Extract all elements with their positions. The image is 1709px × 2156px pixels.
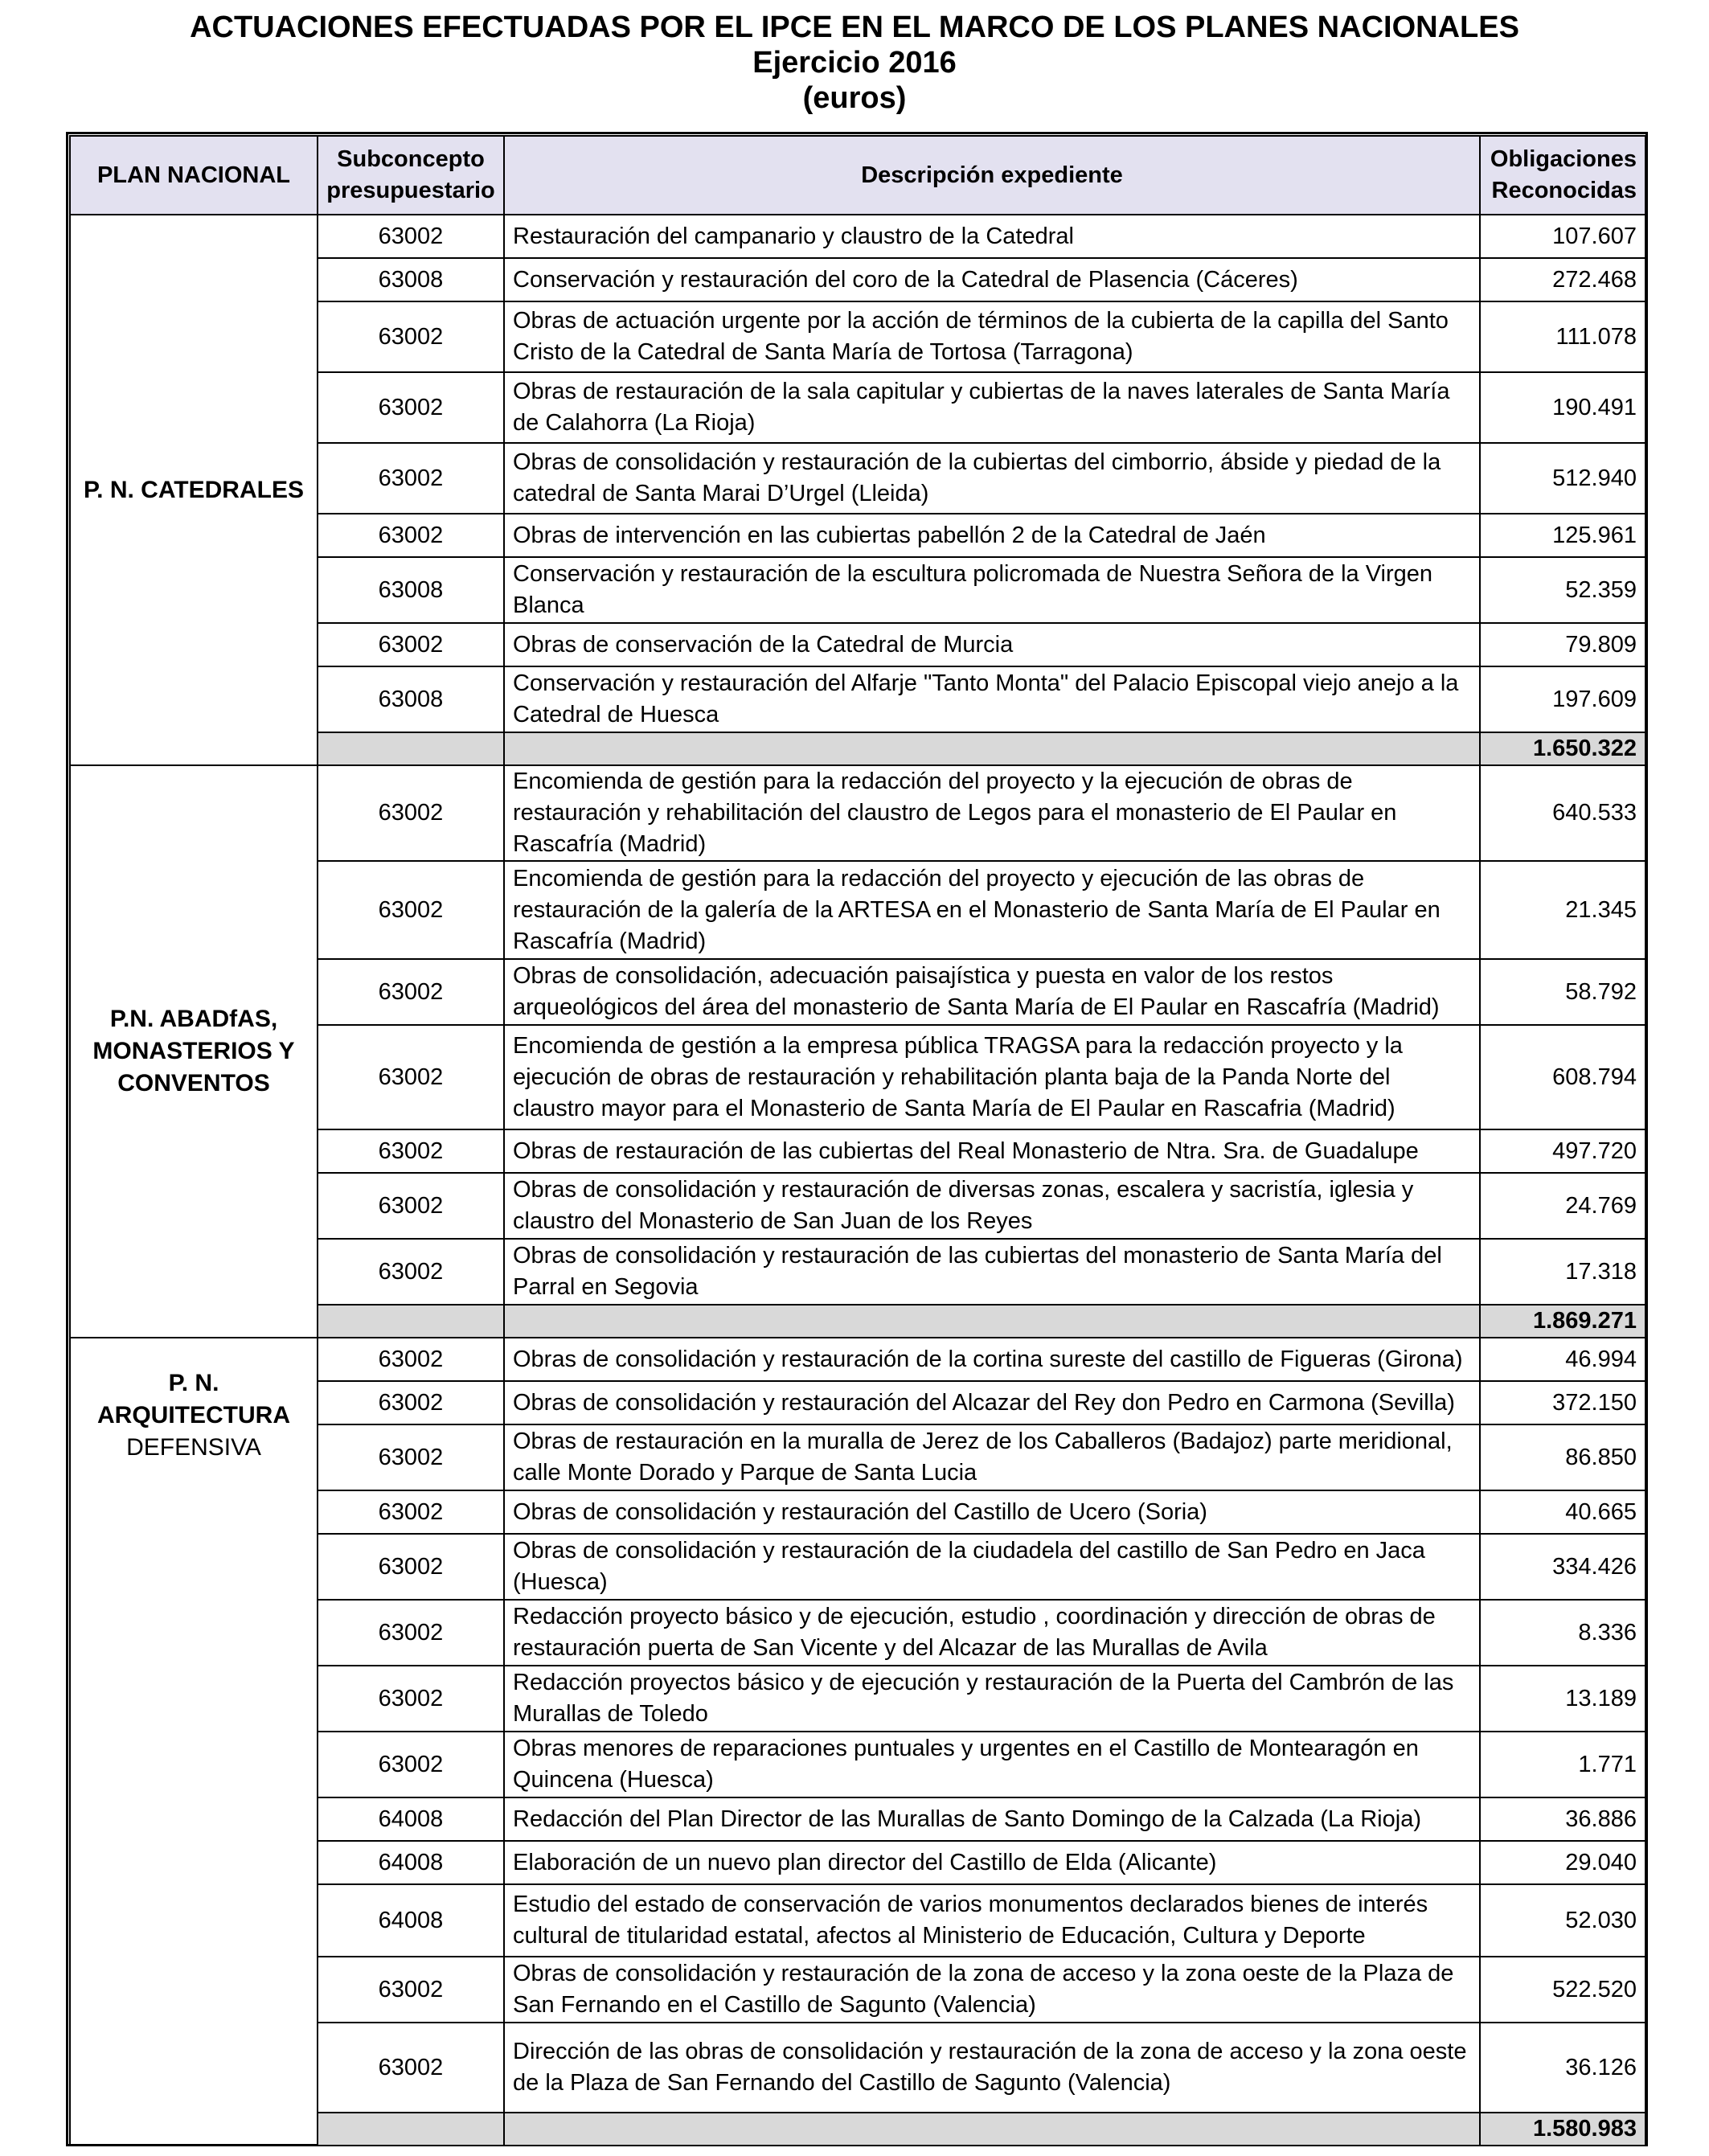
row-description: Obras de actuación urgente por la acción de términos de la cubierta de la capilla del Santo Cristo de la Catedral de Santa María de Tortosa (Tarragona) [504, 301, 1480, 372]
row-amount: 36.886 [1480, 1797, 1645, 1841]
row-code: 63002 [318, 765, 504, 861]
row-code: 63002 [318, 1381, 504, 1424]
row-code: 64008 [318, 1841, 504, 1884]
row-description: Obras de intervención en las cubiertas pabellón 2 de la Catedral de Jaén [504, 514, 1480, 557]
header-sub-line2: presupuestario [326, 178, 495, 203]
table-row [70, 215, 1645, 258]
subtotal-blank [318, 732, 504, 765]
row-description: Encomienda de gestión para la redacción del proyecto y ejecución de las obras de restauración de la galería de la ARTESA en el Monasterio de Santa María de El Paular en Rascafría (Madrid) [504, 861, 1480, 959]
row-amount: 52.030 [1480, 1884, 1645, 1957]
row-amount: 190.491 [1480, 372, 1645, 443]
row-amount: 46.994 [1480, 1338, 1645, 1381]
row-description: Obras de conservación de la Catedral de Murcia [504, 623, 1480, 666]
row-description: Obras de consolidación y restauración de las cubiertas del monasterio de Santa María del Parral en Segovia [504, 1239, 1480, 1305]
row-code: 63002 [318, 514, 504, 557]
row-description: Redacción proyectos básico y de ejecución y restauración de la Puerta del Cambrón de las Murallas de Toledo [504, 1666, 1480, 1732]
row-code: 63002 [318, 1534, 504, 1600]
row-amount: 36.126 [1480, 2023, 1645, 2113]
plan-line: P.N. ABADfAS, [109, 1006, 278, 1032]
row-amount: 52.359 [1480, 557, 1645, 623]
row-amount: 1.771 [1480, 1732, 1645, 1797]
row-code: 63002 [318, 215, 504, 258]
row-description: Redacción del Plan Director de las Murallas de Santo Domingo de la Calzada (La Rioja) [504, 1797, 1480, 1841]
row-description: Obras de consolidación y restauración de diversas zonas, escalera y sacristía, iglesia y claustro del Monasterio de San Juan de los Reyes [504, 1173, 1480, 1239]
title-line-3: (euros) [802, 81, 907, 115]
subtotal-blank [504, 2113, 1480, 2146]
row-code: 63002 [318, 1666, 504, 1732]
row-amount: 272.468 [1480, 258, 1645, 301]
row-amount: 40.665 [1480, 1490, 1645, 1534]
row-amount: 79.809 [1480, 623, 1645, 666]
row-description: Obras de restauración de la sala capitular y cubiertas de la naves laterales de Santa María de Calahorra (La Rioja) [504, 372, 1480, 443]
row-code: 63002 [318, 1732, 504, 1797]
row-amount: 640.533 [1480, 765, 1645, 861]
plan-abadias [70, 765, 318, 1338]
title-line-2: Ejercicio 2016 [752, 46, 957, 80]
subtotal-amount: 1.580.983 [1480, 2113, 1645, 2146]
row-description: Obras de consolidación y restauración de la cortina sureste del castillo de Figueras (Girona) [504, 1338, 1480, 1381]
plan-line: DEFENSIVA [126, 1434, 261, 1461]
row-code: 63002 [318, 1173, 504, 1239]
header-plan: PLAN NACIONAL [70, 136, 318, 215]
row-code: 63002 [318, 2023, 504, 2113]
row-description: Obras menores de reparaciones puntuales y urgentes en el Castillo de Montearagón en Quincena (Huesca) [504, 1732, 1480, 1797]
row-code: 63002 [318, 959, 504, 1025]
row-description: Obras de consolidación y restauración del Alcazar del Rey don Pedro en Carmona (Sevilla) [504, 1381, 1480, 1424]
row-code: 63002 [318, 1025, 504, 1129]
row-code: 63008 [318, 666, 504, 732]
subtotal-blank [318, 2113, 504, 2146]
row-code: 63008 [318, 258, 504, 301]
row-amount: 8.336 [1480, 1600, 1645, 1666]
row-code: 63002 [318, 1424, 504, 1490]
subtotal-blank [504, 1305, 1480, 1338]
row-amount: 197.609 [1480, 666, 1645, 732]
row-amount: 522.520 [1480, 1957, 1645, 2023]
row-code: 64008 [318, 1884, 504, 1957]
header-amt-line2: Reconocidas [1491, 178, 1637, 203]
plan-line: MONASTERIOS Y [92, 1038, 295, 1064]
table-row [70, 1338, 1645, 1381]
row-code: 63002 [318, 1129, 504, 1173]
document-title [0, 10, 1709, 116]
row-amount: 497.720 [1480, 1129, 1645, 1173]
row-code: 63002 [318, 861, 504, 959]
header-amt-line1: Obligaciones [1490, 146, 1637, 172]
header-sub-line1: Subconcepto [337, 146, 485, 172]
row-description: Obras de consolidación y restauración de la zona de acceso y la zona oeste de la Plaza de San Fernando en el Castillo de Sagunto (Valencia) [504, 1957, 1480, 2023]
table-row [70, 765, 1645, 861]
header-obligaciones [1480, 136, 1645, 215]
row-code: 63002 [318, 1338, 504, 1381]
row-description: Restauración del campanario y claustro de la Catedral [504, 215, 1480, 258]
row-description: Obras de consolidación y restauración de la cubiertas del cimborrio, ábside y piedad de la catedral de Santa Marai D’Urgel (Lleida) [504, 443, 1480, 514]
row-amount: 107.607 [1480, 215, 1645, 258]
row-amount: 58.792 [1480, 959, 1645, 1025]
row-description: Conservación y restauración del coro de la Catedral de Plasencia (Cáceres) [504, 258, 1480, 301]
plan-arquitectura-defensiva [70, 1338, 318, 2146]
subtotal-amount: 1.650.322 [1480, 732, 1645, 765]
row-amount: 111.078 [1480, 301, 1645, 372]
row-amount: 125.961 [1480, 514, 1645, 557]
row-code: 63002 [318, 443, 504, 514]
row-amount: 17.318 [1480, 1239, 1645, 1305]
row-code: 63002 [318, 301, 504, 372]
row-amount: 13.189 [1480, 1666, 1645, 1732]
row-description: Elaboración de un nuevo plan director del Castillo de Elda (Alicante) [504, 1841, 1480, 1884]
row-description: Obras de restauración en la muralla de Jerez de los Caballeros (Badajoz) parte meridional, calle Monte Dorado y Parque de Santa Lucia [504, 1424, 1480, 1490]
row-description: Conservación y restauración de la escultura policromada de Nuestra Señora de la Virgen Blanca [504, 557, 1480, 623]
row-code: 63002 [318, 1957, 504, 2023]
plan-line: CONVENTOS [117, 1070, 270, 1096]
row-amount: 334.426 [1480, 1534, 1645, 1600]
row-code: 63002 [318, 372, 504, 443]
row-amount: 86.850 [1480, 1424, 1645, 1490]
header-descripcion: Descripción expediente [504, 136, 1480, 215]
row-code: 63008 [318, 557, 504, 623]
row-amount: 21.345 [1480, 861, 1645, 959]
row-amount: 512.940 [1480, 443, 1645, 514]
row-code: 63002 [318, 1600, 504, 1666]
row-description: Obras de restauración de las cubiertas del Real Monasterio de Ntra. Sra. de Guadalupe [504, 1129, 1480, 1173]
row-code: 64008 [318, 1797, 504, 1841]
row-amount: 608.794 [1480, 1025, 1645, 1129]
subtotal-amount: 1.869.271 [1480, 1305, 1645, 1338]
subtotal-blank [318, 1305, 504, 1338]
header-row [70, 136, 1645, 215]
row-description: Redacción proyecto básico y de ejecución, estudio , coordinación y dirección de obras de restauración puerta de San Vicente y del Alcazar de las Murallas de Avila [504, 1600, 1480, 1666]
plan-line: P. N. [168, 1370, 219, 1396]
row-code: 63002 [318, 1239, 504, 1305]
title-line-1: ACTUACIONES EFECTUADAS POR EL IPCE EN EL MARCO DE LOS PLANES NACIONALES [190, 10, 1519, 44]
row-amount: 24.769 [1480, 1173, 1645, 1239]
subtotal-blank [504, 732, 1480, 765]
row-description: Encomienda de gestión para la redacción del proyecto y la ejecución de obras de restauración y rehabilitación del claustro de Legos para el monasterio de El Paular en Rascafría (Madrid) [504, 765, 1480, 861]
row-description: Obras de consolidación y restauración del Castillo de Ucero (Soria) [504, 1490, 1480, 1534]
actuaciones-table [69, 135, 1646, 2146]
row-description: Obras de consolidación y restauración de la ciudadela del castillo de San Pedro en Jaca (Huesca) [504, 1534, 1480, 1600]
row-description: Obras de consolidación, adecuación paisajística y puesta en valor de los restos arqueológicos del área del monasterio de Santa María de El Paular en Rascafría (Madrid) [504, 959, 1480, 1025]
header-subconcepto [318, 136, 504, 215]
row-description: Encomienda de gestión a la empresa pública TRAGSA para la redacción proyecto y la ejecución de obras de restauración y rehabilitación planta baja de la Panda Norte del claustro mayor para el Monasterio de Santa María de El Paular en Rascafria (Madrid) [504, 1025, 1480, 1129]
row-amount: 29.040 [1480, 1841, 1645, 1884]
row-description: Estudio del estado de conservación de varios monumentos declarados bienes de interés cultural de titularidad estatal, afectos al Ministerio de Educación, Cultura y Deporte [504, 1884, 1480, 1957]
row-description: Dirección de las obras de consolidación y restauración de la zona de acceso y la zona oeste de la Plaza de San Fernando del Castillo de Sagunto (Valencia) [504, 2023, 1480, 2113]
row-code: 63002 [318, 623, 504, 666]
plan-catedrales: P. N. CATEDRALES [70, 215, 318, 765]
row-code: 63002 [318, 1490, 504, 1534]
row-description: Conservación y restauración del Alfarje "Tanto Monta" del Palacio Episcopal viejo anejo a la Catedral de Huesca [504, 666, 1480, 732]
row-amount: 372.150 [1480, 1381, 1645, 1424]
plan-line: ARQUITECTURA [97, 1402, 290, 1428]
